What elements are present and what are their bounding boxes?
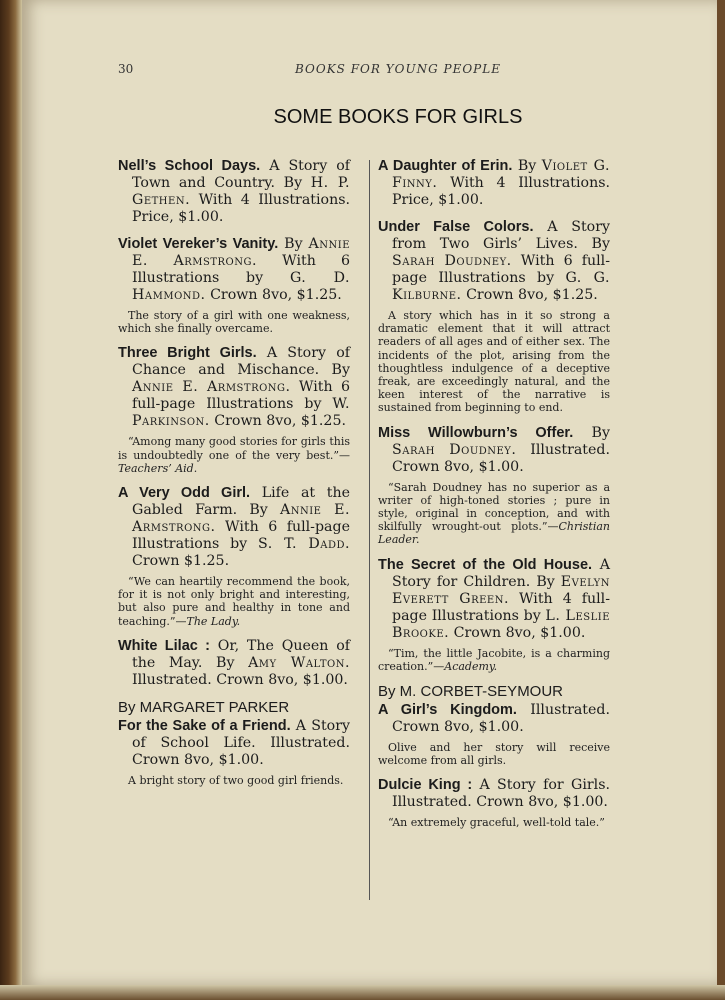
book-spine-edge [0,0,22,1000]
book-blurb: “Sarah Doudney has no superior as a writer of high-toned stories ; pure in style, original in conception, and with skilfully wrought-out plots.”— [378,480,610,534]
book-title: Violet Vereker’s Vanity. [118,236,279,252]
book-desc: A Story for Girls. Illustrated. Crown 8vo, $1.00. [392,777,610,811]
book-entry [378,158,610,209]
book-price: Crown 8vo, $1.25. [461,287,598,303]
book-illustrator: W. Parkinson. [132,396,350,430]
book-desc: A Story of School Life. Illustrated. Crown 8vo, $1.00. [132,717,350,768]
book-blurb: “Tim, the little Jacobite, is a charming creation.”— [378,646,610,673]
book-author: Amy Walton. [248,654,350,671]
book-title: The Secret of the Old House. [378,556,593,573]
book-desc: A Story for Children. By [392,556,610,590]
column-divider [369,160,370,900]
review-source: Academy. [444,659,498,673]
review-source: Teachers’ Aid. [118,461,198,475]
book-desc: A Story from Two Girls’ Lives. By [392,219,611,252]
book-author: Annie E. Armstrong. [132,236,350,269]
book-title: White Lilac : [118,637,210,654]
book-price: Illustrated. Crown 8vo, $1.00. [132,671,348,688]
book-desc: By [573,424,610,441]
book-desc: A Story of Chance and Mischance. By [132,345,350,379]
book-blurb: Olive and her story will receive welcome from all girls. [378,741,610,768]
book-blurb: “Among many good stories for girls this is undoubtedly one of the very best.”— [118,435,350,462]
book-illustrator: S. T. Dadd. [258,536,350,553]
book-author: Evelyn Everett Green. [392,573,610,607]
left-column [118,158,350,797]
book-desc: Illustrated. Crown 8vo, $1.00. [392,702,610,736]
book-illustrator: L. Leslie Brooke. [392,607,611,641]
book-author: Violet G. Finny. [392,158,610,191]
book-desc: Or, The Queen of the May. By [132,637,350,671]
author-byline: By MARGARET PARKER [118,698,290,716]
book-entry [118,718,350,787]
author-byline: By M. CORBET-SEYMOUR [378,683,564,701]
book-price: Crown 8vo, $1.25. [205,287,342,303]
book-author: Annie E. Armstrong. [132,379,291,396]
book-entry [378,557,610,673]
book-entry [118,345,350,475]
book-entry [118,638,350,689]
book-desc: Life at the Gabled Farm. By [132,485,350,519]
book-desc: With 6 full-page Illustrations by [132,379,350,413]
book-title: A Girl’s Kingdom. [378,702,517,719]
book-blurb: “We can heartily recommend the book, for it is not only bright and interesting, but also pure and healthy in tone and teaching.”— [118,575,350,628]
book-title: A Daughter of Erin. [378,158,513,174]
book-blurb: “An extremely graceful, well-told tale.” [388,816,605,830]
book-entry [378,425,610,547]
book-illustrator: G. D. Hammond. [132,270,350,303]
book-blurb: A bright story of two good girl friends. [128,773,344,787]
book-title: Miss Willowburn’s Offer. [378,424,574,441]
book-author: Sarah Doudney. [392,253,512,269]
review-source: Christian Leader. [378,520,610,547]
running-header [118,62,678,82]
book-title: Three Bright Girls. [118,345,257,362]
running-title: BOOKS FOR YOUNG PEOPLE [295,62,501,76]
book-price: Crown 8vo, $1.00. [449,624,586,641]
book-desc: With 4 full-page Illustrations by [392,590,610,624]
book-title: Under False Colors. [378,219,534,235]
book-price: Crown 8vo, $1.25. [209,413,346,430]
book-entry [378,702,610,767]
book-desc: With 6 full-page Illustrations by [132,519,350,553]
review-source: The Lady. [186,614,241,628]
page-title: SOME BOOKS FOR GIRLS [273,106,523,128]
book-title: A Very Odd Girl. [118,485,251,502]
page-bottom-edge [0,985,725,1000]
book-title: Nell’s School Days. [118,158,261,174]
book-author: Sarah Doudney. [392,441,517,458]
book-desc: By [512,158,542,174]
book-entry [118,485,350,628]
book-entry [378,219,610,415]
book-price: Illustrated. Crown 8vo, $1.00. [392,441,610,475]
book-title: For the Sake of a Friend. [118,717,291,734]
book-price: With 4 Illustrations. Price, $1.00. [132,192,350,225]
book-entry [118,236,350,335]
book-blurb: The story of a girl with one weakness, which she finally overcame. [118,309,350,336]
book-blurb: A story which has in it so strong a dramatic element that it will attract readers of all ages and of either sex. The incidents of the plot, arising from the thoughtless indulgence of a deceptive freak, are exceedingly natural, and the keen interest of the narrative is sustained from beginning to end. [378,309,610,415]
book-price: Crown $1.25. [132,553,230,570]
book-title: Dulcie King : [378,777,473,794]
book-entry [378,777,610,829]
book-author: Annie E. Armstrong. [132,502,350,536]
book-desc: With 6 Illustrations by [132,253,350,286]
right-column [378,158,610,840]
book-price: With 4 Illustrations. Price, $1.00. [392,175,610,208]
book-desc: With 6 full-page Illustrations by [392,253,610,286]
book-desc: A Story of Town and Country. By [132,158,351,191]
book-author: H. P. Gethen. [132,175,350,208]
book-entry [118,158,350,226]
page-number: 30 [118,62,134,76]
book-desc: By [278,236,309,252]
book-illustrator: G. G. Kilburne. [392,270,610,303]
